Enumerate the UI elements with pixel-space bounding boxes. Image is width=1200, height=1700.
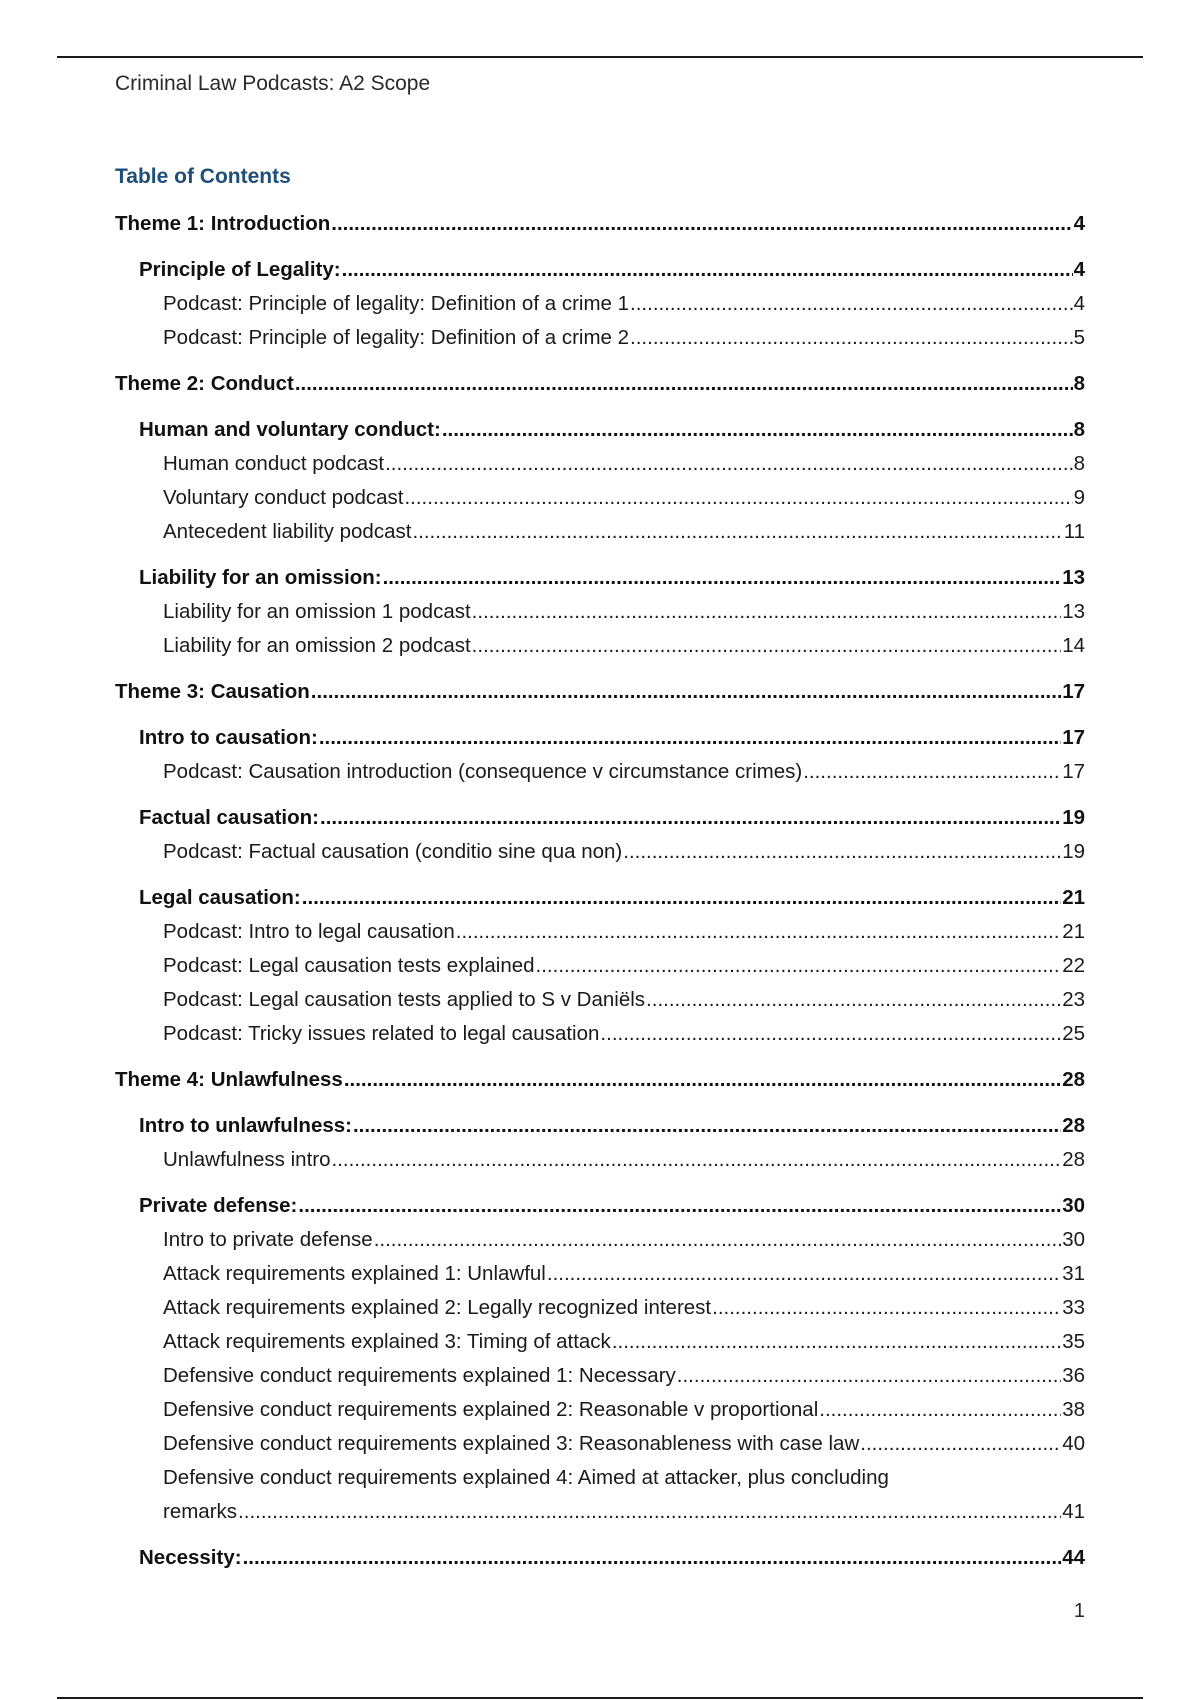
toc-item[interactable] [115,1291,1085,1325]
toc-item[interactable] [115,1359,1085,1393]
toc-entry-title: Unlawfulness intro [163,1148,331,1171]
toc-entry-page: 36 [1062,1364,1085,1387]
dot-leader [623,835,1061,869]
dot-leader [332,1143,1062,1177]
dot-leader [412,515,1062,549]
toc-entry-page: 19 [1062,806,1085,829]
dot-leader [243,1541,1062,1575]
dot-leader [860,1427,1061,1461]
dot-leader [819,1393,1061,1427]
toc-entry-title: Legal causation: [139,886,301,909]
toc-section-human-voluntary[interactable] [115,413,1085,447]
toc-section-omission[interactable] [115,561,1085,595]
toc-theme-4[interactable] [115,1063,1085,1097]
toc-entry-title-line2: remarks [163,1500,238,1523]
dot-leader [353,1109,1061,1143]
toc-heading: Table of Contents [115,165,291,188]
toc-item[interactable] [115,321,1085,355]
toc-entry-title: Podcast: Factual causation (conditio sine qua non) [163,840,623,863]
dot-leader [238,1495,1061,1529]
toc-entry-page: 17 [1062,680,1085,703]
toc-entry-title-line2-row [163,1495,1085,1529]
table-of-contents [115,207,1085,1575]
toc-section-necessity[interactable] [115,1541,1085,1575]
toc-section-private-defense[interactable] [115,1189,1085,1223]
toc-entry-page: 17 [1062,726,1085,749]
toc-item[interactable] [115,515,1085,549]
toc-entry-title: Liability for an omission: [139,566,382,589]
dot-leader [302,881,1061,915]
dot-leader [456,915,1061,949]
dot-leader [630,287,1073,321]
toc-entry-title: Voluntary conduct podcast [163,486,404,509]
dot-leader [536,949,1062,983]
toc-entry-title: Podcast: Intro to legal causation [163,920,455,943]
toc-entry-page: 8 [1073,452,1085,475]
toc-entry-title: Podcast: Principle of legality: Definition of a crime 2 [163,326,630,349]
toc-entry-title: Podcast: Legal causation tests explained [163,954,535,977]
document-header-title: Criminal Law Podcasts: A2 Scope [115,72,431,95]
toc-entry-title: Defensive conduct requirements explained 1: Necessary [163,1364,676,1387]
toc-entry-page: 38 [1062,1398,1085,1421]
toc-entry-title: Defensive conduct requirements explained 3: Reasonableness with case law [163,1432,860,1455]
dot-leader [320,801,1061,835]
dot-leader [472,629,1062,663]
toc-entry-title: Podcast: Tricky issues related to legal causation [163,1022,600,1045]
toc-entry-page: 21 [1062,920,1085,943]
toc-item[interactable] [115,1393,1085,1427]
toc-entry-title: Intro to unlawfulness: [139,1114,352,1137]
toc-item[interactable] [115,1017,1085,1051]
toc-item[interactable] [115,629,1085,663]
toc-entry-title: Theme 3: Causation [115,680,310,703]
toc-entry-page: 30 [1062,1194,1085,1217]
toc-entry-page: 11 [1063,520,1085,543]
toc-entry-page: 28 [1062,1068,1085,1091]
toc-section-factual-causation[interactable] [115,801,1085,835]
toc-entry-page: 19 [1062,840,1085,863]
toc-item[interactable] [115,1223,1085,1257]
toc-entry-page: 5 [1073,326,1085,349]
dot-leader [803,755,1061,789]
toc-entry-title: Podcast: Legal causation tests applied to S v Daniëls [163,988,646,1011]
dot-leader [442,413,1073,447]
dot-leader [385,447,1073,481]
dot-leader [383,561,1062,595]
dot-leader [295,367,1073,401]
toc-item[interactable] [115,1427,1085,1461]
toc-item[interactable] [115,983,1085,1017]
dot-leader [547,1257,1061,1291]
toc-item[interactable] [115,287,1085,321]
dot-leader [319,721,1061,755]
header-rule [57,56,1143,58]
toc-entry-page: 8 [1073,418,1085,441]
toc-entry-title: Private defense: [139,1194,298,1217]
toc-entry-title: Podcast: Causation introduction (consequence v circumstance crimes) [163,760,803,783]
toc-item[interactable] [115,447,1085,481]
toc-item[interactable] [115,1257,1085,1291]
toc-entry-page: 35 [1062,1330,1085,1353]
toc-item[interactable] [115,481,1085,515]
toc-entry-title: Liability for an omission 2 podcast [163,634,471,657]
toc-item[interactable] [115,835,1085,869]
toc-entry-page: 30 [1062,1228,1085,1251]
toc-item[interactable] [115,1325,1085,1359]
toc-entry-title: Intro to private defense [163,1228,373,1251]
toc-section-legal-causation[interactable] [115,881,1085,915]
toc-section-legality[interactable] [115,253,1085,287]
toc-entry-title: Intro to causation: [139,726,318,749]
toc-entry-page: 14 [1062,634,1085,657]
toc-entry-title: Theme 4: Unlawfulness [115,1068,343,1091]
toc-entry-title-line1: Defensive conduct requirements explained 4: Aimed at attacker, plus concluding [163,1466,889,1489]
toc-entry-page: 22 [1062,954,1085,977]
toc-entry-page: 28 [1062,1114,1085,1137]
dot-leader [298,1189,1061,1223]
dot-leader [342,253,1073,287]
toc-entry-page: 21 [1062,886,1085,909]
toc-entry-page: 4 [1073,292,1085,315]
dot-leader [344,1063,1061,1097]
toc-entry-page: 23 [1062,988,1085,1011]
toc-entry-page: 25 [1062,1022,1085,1045]
toc-entry-title: Theme 2: Conduct [115,372,294,395]
dot-leader [646,983,1061,1017]
toc-entry-title: Necessity: [139,1546,242,1569]
toc-item[interactable] [115,949,1085,983]
toc-item[interactable] [115,915,1085,949]
toc-section-intro-unlawfulness[interactable] [115,1109,1085,1143]
toc-entry-title: Antecedent liability podcast [163,520,412,543]
dot-leader [331,207,1072,241]
toc-theme-3[interactable] [115,675,1085,709]
dot-leader [374,1223,1062,1257]
toc-entry-page: 4 [1073,212,1085,235]
toc-entry-page: 28 [1062,1148,1085,1171]
dot-leader [630,321,1073,355]
toc-item[interactable] [115,595,1085,629]
toc-item[interactable] [115,755,1085,789]
toc-entry-title: Attack requirements explained 3: Timing of attack [163,1330,611,1353]
toc-entry-page: 4 [1073,258,1085,281]
toc-entry-title: Factual causation: [139,806,319,829]
dot-leader [600,1017,1061,1051]
toc-entry-page: 9 [1073,486,1085,509]
page-number: 1 [1073,1600,1085,1622]
toc-entry-title: Attack requirements explained 2: Legally recognized interest [163,1296,712,1319]
toc-item[interactable] [115,1143,1085,1177]
toc-entry-title: Human conduct podcast [163,452,385,475]
toc-entry-page: 31 [1062,1262,1085,1285]
toc-item-wrapped[interactable] [115,1461,1085,1529]
toc-entry-title: Liability for an omission 1 podcast [163,600,471,623]
dot-leader [472,595,1062,629]
toc-entry-page: 8 [1073,372,1085,395]
toc-entry-title: Human and voluntary conduct: [139,418,441,441]
toc-entry-title: Podcast: Principle of legality: Definition of a crime 1 [163,292,630,315]
toc-entry-page: 13 [1062,600,1085,623]
toc-entry-page: 13 [1062,566,1085,589]
dot-leader [311,675,1061,709]
toc-entry-title: Attack requirements explained 1: Unlawful [163,1262,546,1285]
dot-leader [677,1359,1061,1393]
toc-entry-page: 41 [1062,1500,1085,1523]
toc-entry-page: 40 [1062,1432,1085,1455]
toc-entry-title: Defensive conduct requirements explained 2: Reasonable v proportional [163,1398,819,1421]
toc-theme-1[interactable] [115,207,1085,241]
dot-leader [612,1325,1061,1359]
dot-leader [404,481,1072,515]
toc-theme-2[interactable] [115,367,1085,401]
toc-entry-page: 17 [1062,760,1085,783]
dot-leader [712,1291,1061,1325]
toc-entry-title: Principle of Legality: [139,258,341,281]
toc-entry-page: 33 [1062,1296,1085,1319]
toc-entry-title: Theme 1: Introduction [115,212,331,235]
footer-rule [57,1697,1143,1699]
toc-section-intro-causation[interactable] [115,721,1085,755]
toc-entry-page: 44 [1062,1546,1085,1569]
